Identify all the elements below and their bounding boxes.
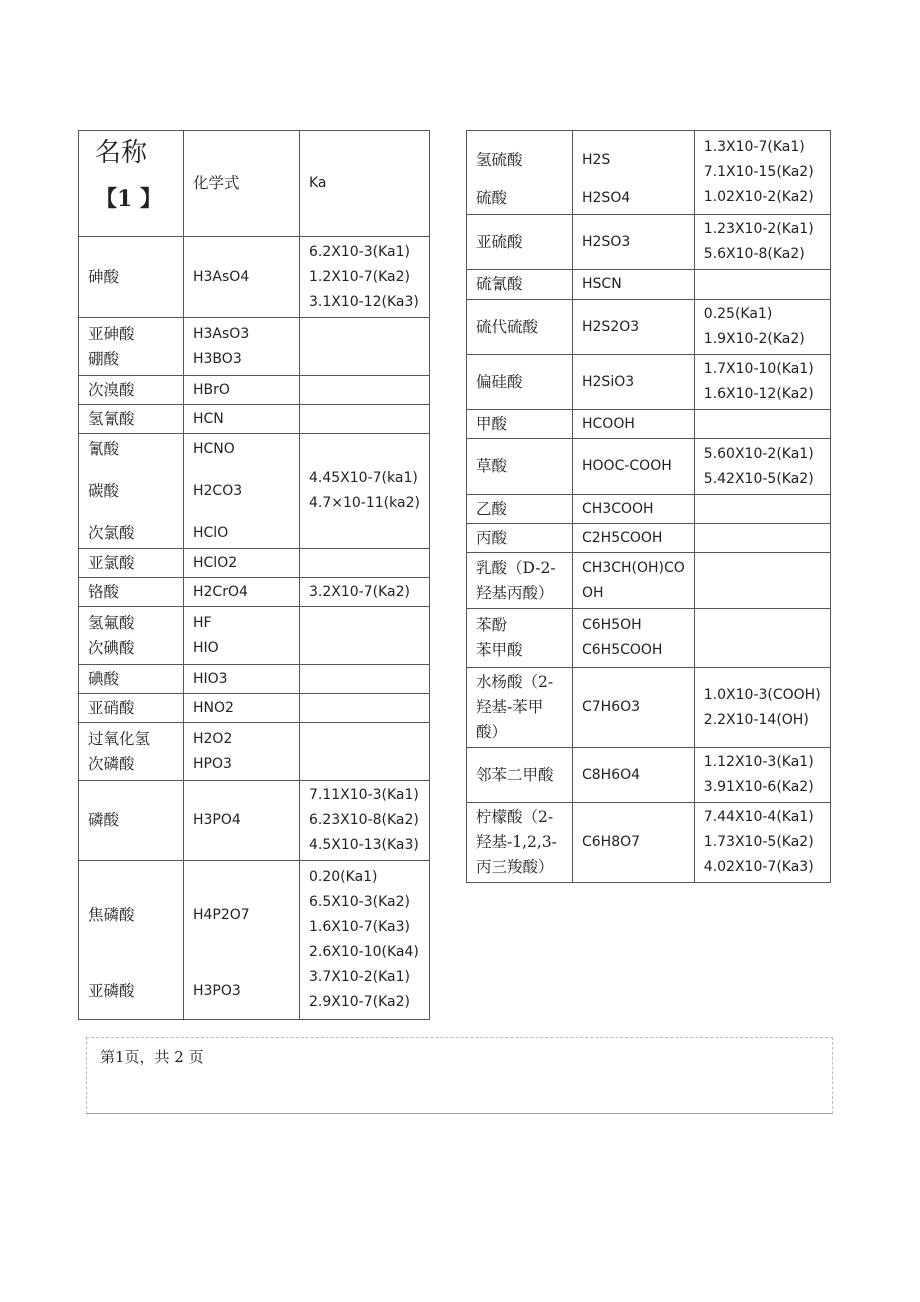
acid-formula: HNO2	[193, 699, 234, 716]
acid-formula: H2O2	[193, 730, 233, 747]
acid-ka: 1.6X10-12(Ka2)	[703, 386, 814, 402]
acid-formula: CH3CH(OH)CO	[582, 559, 685, 576]
acid-ka: 1.9X10-2(Ka2)	[703, 331, 805, 347]
acid-name: 氢氰酸	[88, 409, 135, 428]
acid-formula: C6H5OH	[582, 617, 642, 633]
acid-formula: H3AsO4	[193, 268, 250, 285]
acid-name: 氢硫酸	[476, 151, 523, 169]
table-row	[467, 524, 831, 553]
acid-ka: 3.7X10-2(Ka1)	[309, 969, 410, 985]
table-row	[79, 694, 430, 723]
acid-formula: HClO	[193, 524, 229, 541]
table-row	[79, 861, 430, 1020]
acid-ka: 2.6X10-10(Ka4)	[309, 944, 419, 960]
acid-name: 亚硫酸	[476, 232, 523, 251]
acid-name: 丙酸	[476, 528, 508, 547]
acid-formula: HCNO	[193, 440, 235, 457]
acid-ka: 4.7×10-11(ka2)	[309, 495, 420, 511]
acid-formula: H2S2O3	[582, 318, 640, 335]
acid-name: 酸）	[476, 723, 508, 741]
acid-ka: 3.1X10-12(Ka3)	[309, 293, 419, 310]
acid-name: 硫代硫酸	[476, 317, 539, 336]
table-row	[79, 723, 430, 781]
acid-ka: 3.2X10-7(Ka2)	[309, 583, 410, 600]
acid-ka: 7.44X10-4(Ka1)	[703, 809, 814, 825]
table-row	[79, 376, 430, 405]
acid-name: 乙酸	[476, 499, 508, 518]
acid-name: 羟基丙酸）	[476, 583, 554, 602]
table-row	[79, 578, 430, 607]
table-row	[467, 300, 831, 355]
acid-name: 乳酸（D-2-	[476, 558, 556, 577]
acid-formula: HOOC-COOH	[582, 458, 672, 474]
acid-formula: OH	[582, 584, 604, 601]
acid-name: 甲酸	[476, 414, 508, 433]
acid-ka: 3.91X10-6(Ka2)	[703, 779, 814, 795]
acid-name: 硫酸	[476, 189, 508, 207]
acid-ka: 1.6X10-7(Ka3)	[309, 919, 410, 935]
table-row	[467, 609, 831, 668]
acid-ka: 4.5X10-13(Ka3)	[309, 837, 419, 853]
acid-name: 亚硝酸	[88, 698, 135, 717]
acid-name: 碘酸	[88, 669, 120, 688]
table-row	[467, 355, 831, 410]
acid-formula: H2CO3	[193, 482, 243, 499]
acid-name: 焦磷酸	[88, 906, 135, 924]
table-row	[467, 410, 831, 439]
header-formula: 化学式	[184, 131, 300, 237]
acid-formula: HBrO	[193, 381, 230, 398]
acid-name: 偏硅酸	[476, 372, 523, 391]
acid-formula: H3PO4	[193, 812, 241, 828]
header-ka: Ka	[300, 131, 430, 237]
table-row	[467, 439, 831, 495]
acid-formula: H2SO4	[582, 190, 631, 206]
acid-formula: H4P2O7	[193, 907, 250, 923]
acid-formula: C8H6O4	[582, 766, 641, 783]
acid-formula: H2S	[582, 152, 611, 168]
acid-ka: 1.7X10-10(Ka1)	[703, 361, 814, 377]
acid-formula: C2H5COOH	[582, 529, 663, 546]
page-footer	[86, 1037, 833, 1114]
acid-formula: C6H5COOH	[582, 642, 663, 658]
acid-ka: 2.9X10-7(Ka2)	[309, 994, 410, 1010]
acid-ka: 0.25(Ka1)	[703, 306, 773, 322]
acid-formula: HF	[193, 614, 212, 631]
acid-name: 柠檬酸（2-	[476, 808, 554, 826]
table-row	[467, 131, 831, 215]
table-row	[467, 668, 831, 748]
table-row	[79, 607, 430, 665]
acid-ka: 5.60X10-2(Ka1)	[703, 445, 814, 462]
acid-formula: CH3COOH	[582, 500, 654, 517]
acid-name: 丙三羧酸）	[476, 858, 554, 876]
table-row	[467, 803, 831, 883]
acid-formula: C6H8O7	[582, 834, 641, 850]
acid-formula: HPO3	[193, 755, 232, 772]
acid-name: 亚氯酸	[88, 553, 135, 572]
table-row	[79, 434, 430, 549]
table-row	[467, 748, 831, 803]
table-row	[79, 549, 430, 578]
acid-ka: 1.12X10-3(Ka1)	[703, 754, 814, 770]
acid-formula: H2CrO4	[193, 583, 248, 600]
acid-ka: 7.1X10-15(Ka2)	[703, 164, 814, 180]
acid-name: 亚磷酸	[88, 982, 135, 1000]
header-name: 名称	[95, 138, 148, 168]
acid-name: 碳酸	[88, 481, 120, 500]
acid-ka: 2.2X10-14(OH)	[703, 711, 809, 728]
acid-ka: 1.02X10-2(Ka2)	[703, 189, 814, 205]
acid-formula: HCN	[193, 410, 224, 427]
page-number-text: 第1页，共 2 页	[100, 1048, 204, 1066]
table-row	[79, 318, 430, 376]
acid-name: 过氧化氢	[88, 729, 151, 748]
acid-name: 羟基-苯甲	[476, 698, 544, 716]
acid-ka: 6.5X10-3(Ka2)	[309, 894, 410, 910]
acid-formula: HCOOH	[582, 415, 635, 432]
acid-name: 次磷酸	[88, 754, 135, 773]
acid-table-right	[466, 130, 831, 883]
acid-ka: 4.45X10-7(ka1)	[309, 470, 418, 486]
acid-name: 羟基-1,2,3-	[476, 833, 557, 851]
acid-ka: 6.23X10-8(Ka2)	[309, 812, 419, 828]
acid-formula: H3AsO3	[193, 325, 250, 342]
acid-ka: 7.11X10-3(Ka1)	[309, 787, 419, 803]
acid-name: 草酸	[476, 457, 508, 475]
table-row	[467, 495, 831, 524]
table-row	[467, 215, 831, 270]
acid-name: 苯酚	[476, 616, 508, 634]
acid-formula: H2SO3	[582, 233, 631, 250]
acid-formula: H3PO3	[193, 983, 241, 999]
acid-formula: HIO	[193, 639, 219, 656]
acid-formula: H2SiO3	[582, 373, 635, 390]
acid-name: 氰酸	[88, 439, 120, 458]
acid-name: 铬酸	[88, 582, 120, 601]
acid-name: 次氯酸	[88, 523, 135, 542]
acid-ka: 1.0X10-3(COOH)	[703, 686, 821, 703]
acid-name: 苯甲酸	[476, 641, 523, 659]
table-row	[467, 270, 831, 300]
acid-formula: C7H6O3	[582, 699, 641, 715]
acid-ka: 1.73X10-5(Ka2)	[703, 834, 814, 850]
acid-ka: 6.2X10-3(Ka1)	[309, 243, 410, 260]
acid-table-left	[78, 130, 430, 1020]
acid-name: 次碘酸	[88, 638, 135, 657]
acid-name: 氢氟酸	[88, 613, 135, 632]
table-row	[79, 237, 430, 318]
acid-ka: 0.20(Ka1)	[309, 869, 378, 885]
table-row	[79, 665, 430, 694]
acid-name: 次溴酸	[88, 380, 135, 399]
acid-formula: HIO3	[193, 670, 228, 687]
acid-formula: HClO2	[193, 554, 238, 571]
acid-name: 硼酸	[88, 349, 120, 368]
acid-name: 水杨酸（2-	[476, 673, 554, 691]
acid-name: 邻苯二甲酸	[476, 765, 554, 784]
acid-formula: HSCN	[582, 276, 622, 292]
acid-ka: 1.23X10-2(Ka1)	[703, 221, 814, 237]
header-number: 【1 】	[95, 186, 162, 212]
acid-name: 硫氰酸	[476, 275, 523, 293]
acid-ka: 1.2X10-7(Ka2)	[309, 268, 410, 285]
table-header-row	[79, 131, 430, 237]
acid-name: 砷酸	[88, 267, 120, 286]
acid-ka: 5.42X10-5(Ka2)	[703, 470, 814, 487]
table-row	[79, 405, 430, 434]
table-row	[79, 781, 430, 861]
acid-ka: 1.3X10-7(Ka1)	[703, 139, 805, 155]
table-row	[467, 553, 831, 609]
acid-name: 亚砷酸	[88, 324, 135, 343]
acid-formula: H3BO3	[193, 350, 242, 367]
acid-ka: 4.02X10-7(Ka3)	[703, 859, 814, 875]
acid-name: 磷酸	[88, 811, 120, 829]
acid-ka: 5.6X10-8(Ka2)	[703, 246, 805, 262]
